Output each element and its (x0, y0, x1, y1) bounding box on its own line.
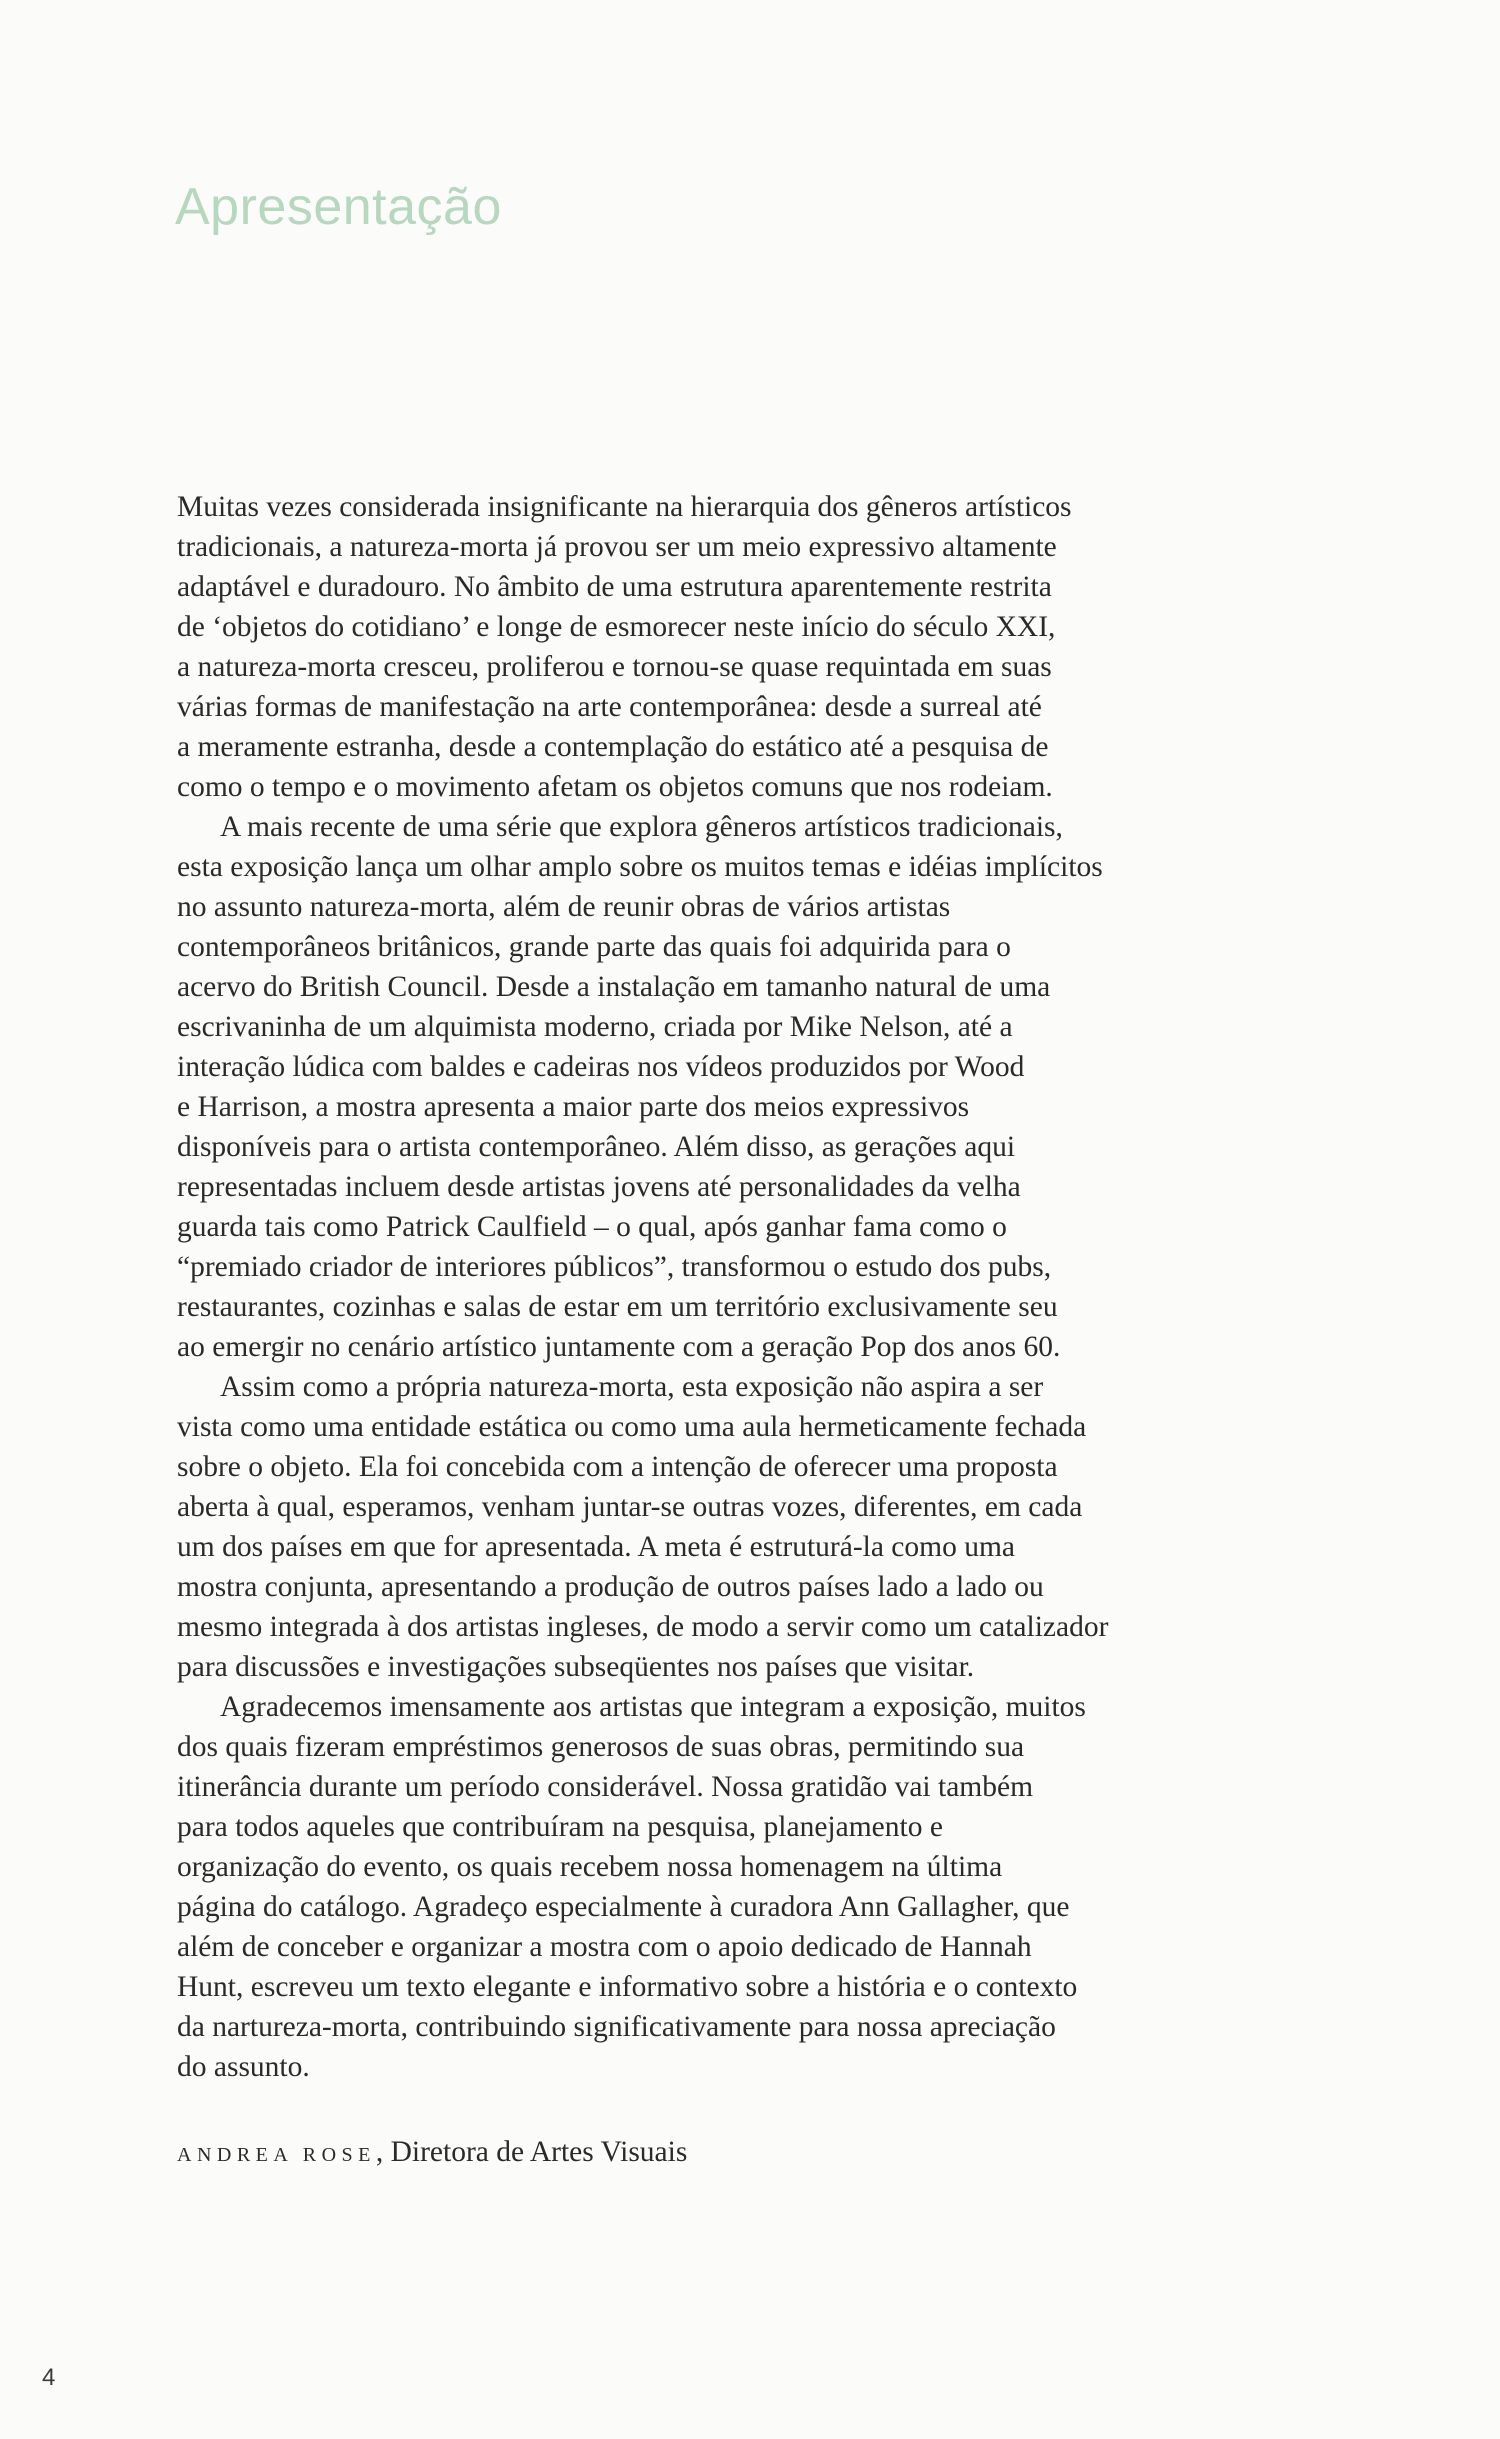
text-line: além de conceber e organizar a mostra com o apoio dedicado de Hannah (177, 1931, 1032, 1963)
text-line: adaptável e duradouro. No âmbito de uma estrutura aparentemente restrita (177, 571, 1052, 603)
text-line: acervo do British Council. Desde a instalação em tamanho natural de uma (177, 971, 1051, 1003)
text-line: itinerância durante um período considerável. Nossa gratidão vai também (177, 1771, 1034, 1803)
text-line: dos quais fizeram empréstimos generosos de suas obras, permitindo sua (177, 1731, 1025, 1763)
text-line: aberta à qual, esperamos, venham juntar-se outras vozes, diferentes, em cada (177, 1491, 1083, 1523)
text-line: A mais recente de uma série que explora gêneros artísticos tradicionais, (220, 811, 1063, 843)
page-title: Apresentação (175, 178, 502, 236)
text-line: e Harrison, a mostra apresenta a maior parte dos meios expressivos (177, 1091, 970, 1123)
text-line: organização do evento, os quais recebem nossa homenagem na última (177, 1851, 1003, 1883)
text-line: “premiado criador de interiores públicos”, transformou o estudo dos pubs, (177, 1251, 1052, 1283)
text-line: representadas incluem desde artistas jovens até personalidades da velha (177, 1171, 1021, 1203)
text-line: contemporâneos britânicos, grande parte das quais foi adquirida para o (177, 931, 1011, 963)
text-line: mesmo integrada à dos artistas ingleses, de modo a servir como um catalizador (177, 1611, 1109, 1643)
text-line: ao emergir no cenário artístico juntamente com a geração Pop dos anos 60. (177, 1331, 1061, 1363)
text-line: guarda tais como Patrick Caulfield – o qual, após ganhar fama como o (177, 1211, 1007, 1243)
signature (177, 2132, 687, 2175)
text-line: página do catálogo. Agradeço especialmente à curadora Ann Gallagher, que (177, 1891, 1070, 1923)
text-line: a natureza-morta cresceu, proliferou e tornou-se quase requintada em suas (177, 651, 1052, 683)
text-line: para discussões e investigações subseqüentes nos países que visitar. (177, 1651, 975, 1683)
text-line: interação lúdica com baldes e cadeiras nos vídeos produzidos por Wood (177, 1051, 1025, 1083)
text-line: várias formas de manifestação na arte contemporânea: desde a surreal até (177, 691, 1042, 723)
page-number: 4 (42, 2364, 56, 2391)
text-line: escrivaninha de um alquimista moderno, criada por Mike Nelson, até a (177, 1011, 1013, 1043)
text-line: da nartureza-morta, contribuindo significativamente para nossa apreciação (177, 2011, 1056, 2043)
text-line: restaurantes, cozinhas e salas de estar em um território exclusivamente seu (177, 1291, 1058, 1323)
text-line: mostra conjunta, apresentando a produção de outros países lado a lado ou (177, 1571, 1044, 1603)
text-line: Assim como a própria natureza-morta, esta exposição não aspira a ser (220, 1371, 1044, 1403)
text-line: sobre o objeto. Ela foi concebida com a intenção de oferecer uma proposta (177, 1451, 1058, 1483)
text-line: esta exposição lança um olhar amplo sobre os muitos temas e idéias implícitos (177, 851, 1103, 883)
body-text (177, 487, 1237, 2087)
text-line: Agradecemos imensamente aos artistas que integram a exposição, muitos (220, 1691, 1086, 1723)
text-line: vista como uma entidade estática ou como uma aula hermeticamente fechada (177, 1411, 1087, 1443)
text-line: no assunto natureza-morta, além de reunir obras de vários artistas (177, 891, 951, 923)
text-line: para todos aqueles que contribuíram na pesquisa, planejamento e (177, 1811, 943, 1843)
text-line: do assunto. (177, 2051, 310, 2083)
text-line: Hunt, escreveu um texto elegante e informativo sobre a história e o contexto (177, 1971, 1078, 2003)
text-line: disponíveis para o artista contemporâneo. Além disso, as gerações aqui (177, 1131, 1016, 1163)
text-line: como o tempo e o movimento afetam os objetos comuns que nos rodeiam. (177, 771, 1053, 803)
text-line: um dos países em que for apresentada. A meta é estruturá-la como uma (177, 1531, 1016, 1563)
text-line: tradicionais, a natureza-morta já provou ser um meio expressivo altamente (177, 531, 1057, 563)
signature-name: ANDREA ROSE (177, 2144, 376, 2166)
signature-role: , Diretora de Artes Visuais (375, 2136, 688, 2168)
text-line: a meramente estranha, desde a contemplação do estático até a pesquisa de (177, 731, 1049, 763)
text-line: de ‘objetos do cotidiano’ e longe de esmorecer neste início do século XXI, (177, 611, 1056, 643)
text-line: Muitas vezes considerada insignificante na hierarquia dos gêneros artísticos (177, 491, 1072, 523)
